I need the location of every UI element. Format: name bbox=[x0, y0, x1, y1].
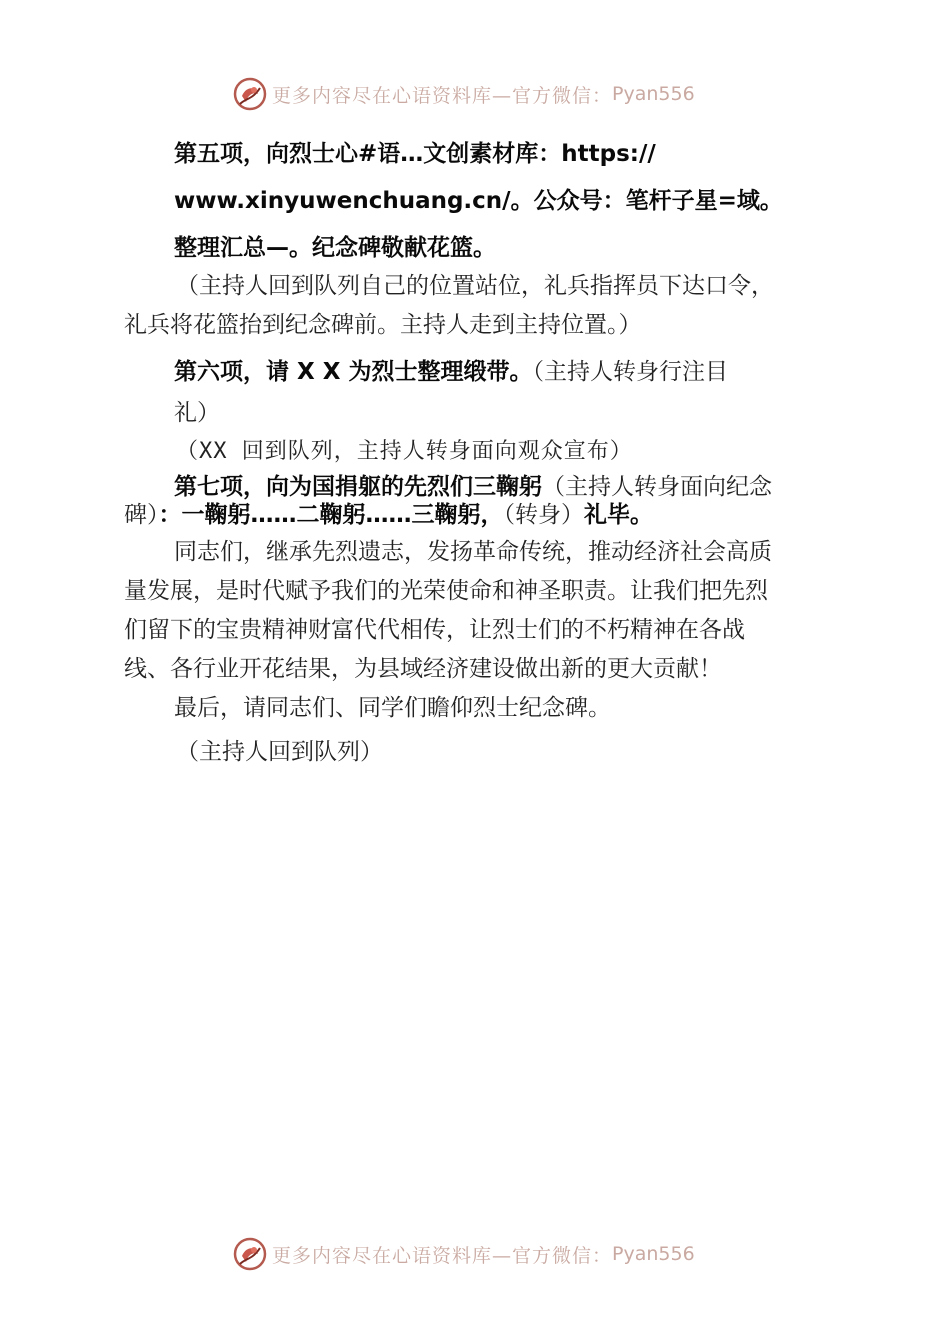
bow-sequence: ：一鞠躬……二鞠躬……三鞠躬， bbox=[158, 502, 504, 528]
stage-direction-line-2: 礼兵将花篮抬到纪念碑前。主持人走到主持位置。） bbox=[124, 312, 642, 338]
watermark-id: Pyan556 bbox=[612, 83, 695, 105]
turn-direction: （转身） bbox=[503, 502, 584, 528]
item-six-line-2: 礼） bbox=[174, 400, 220, 426]
item-seven-line-2 bbox=[124, 504, 653, 527]
watermark-text: 更多内容尽在心语资料库—官方微信： bbox=[272, 1244, 613, 1267]
rose-seal-icon bbox=[232, 76, 268, 112]
speech-line-3: 们留下的宝贵精神财富代代相传，让烈士们的不朽精神在各战 bbox=[124, 617, 745, 643]
item-seven-line-1 bbox=[174, 476, 772, 499]
final-direction: （主持人回到队列） bbox=[176, 739, 383, 765]
stage-direction-line-1: （主持人回到队列自己的位置站位，礼兵指挥员下达口令， bbox=[176, 273, 774, 299]
watermark-id: Pyan556 bbox=[612, 1243, 695, 1265]
item-six-title: 第六项，请 X X 为烈士整理缎带。 bbox=[174, 359, 533, 385]
item-seven-title: 第七项，向为国捐躯的先烈们三鞠躬 bbox=[174, 474, 542, 500]
item-five-line-1: 第五项，向烈士心#语…文创素材库：https:// bbox=[174, 141, 656, 167]
speech-line-1: 同志们，继承先烈遗志，发扬革命传统，推动经济社会高质 bbox=[174, 539, 772, 565]
item-seven-direction-end: 碑） bbox=[124, 502, 159, 528]
item-six-line-1 bbox=[174, 361, 728, 384]
item-five-line-3: 整理汇总—。纪念碑敬献花篮。 bbox=[174, 235, 496, 261]
item-six-direction: （主持人转身行注目 bbox=[532, 359, 728, 385]
item-five-line-2: www.xinyuwenchuang.cn/。公众号：笔杆子星=域。 bbox=[174, 188, 783, 214]
item-seven-direction: （主持人转身面向纪念 bbox=[542, 474, 772, 500]
watermark-text: 更多内容尽在心语资料库—官方微信： bbox=[272, 84, 613, 107]
speech-line-2: 量发展，是时代赋予我们的光荣使命和神圣职责。让我们把先烈 bbox=[124, 578, 768, 604]
speech-line-4: 线、各行业开花结果，为县域经济建设做出新的更大贡献！ bbox=[124, 656, 722, 682]
salute-end: 礼毕。 bbox=[584, 502, 653, 528]
closing-line: 最后，请同志们、同学们瞻仰烈士纪念碑。 bbox=[174, 695, 611, 721]
header-watermark bbox=[232, 76, 695, 112]
rose-seal-icon bbox=[232, 1236, 268, 1272]
footer-watermark bbox=[232, 1236, 695, 1272]
return-announcement: （XX 回到队列，主持人转身面向观众宣布） bbox=[176, 439, 633, 464]
